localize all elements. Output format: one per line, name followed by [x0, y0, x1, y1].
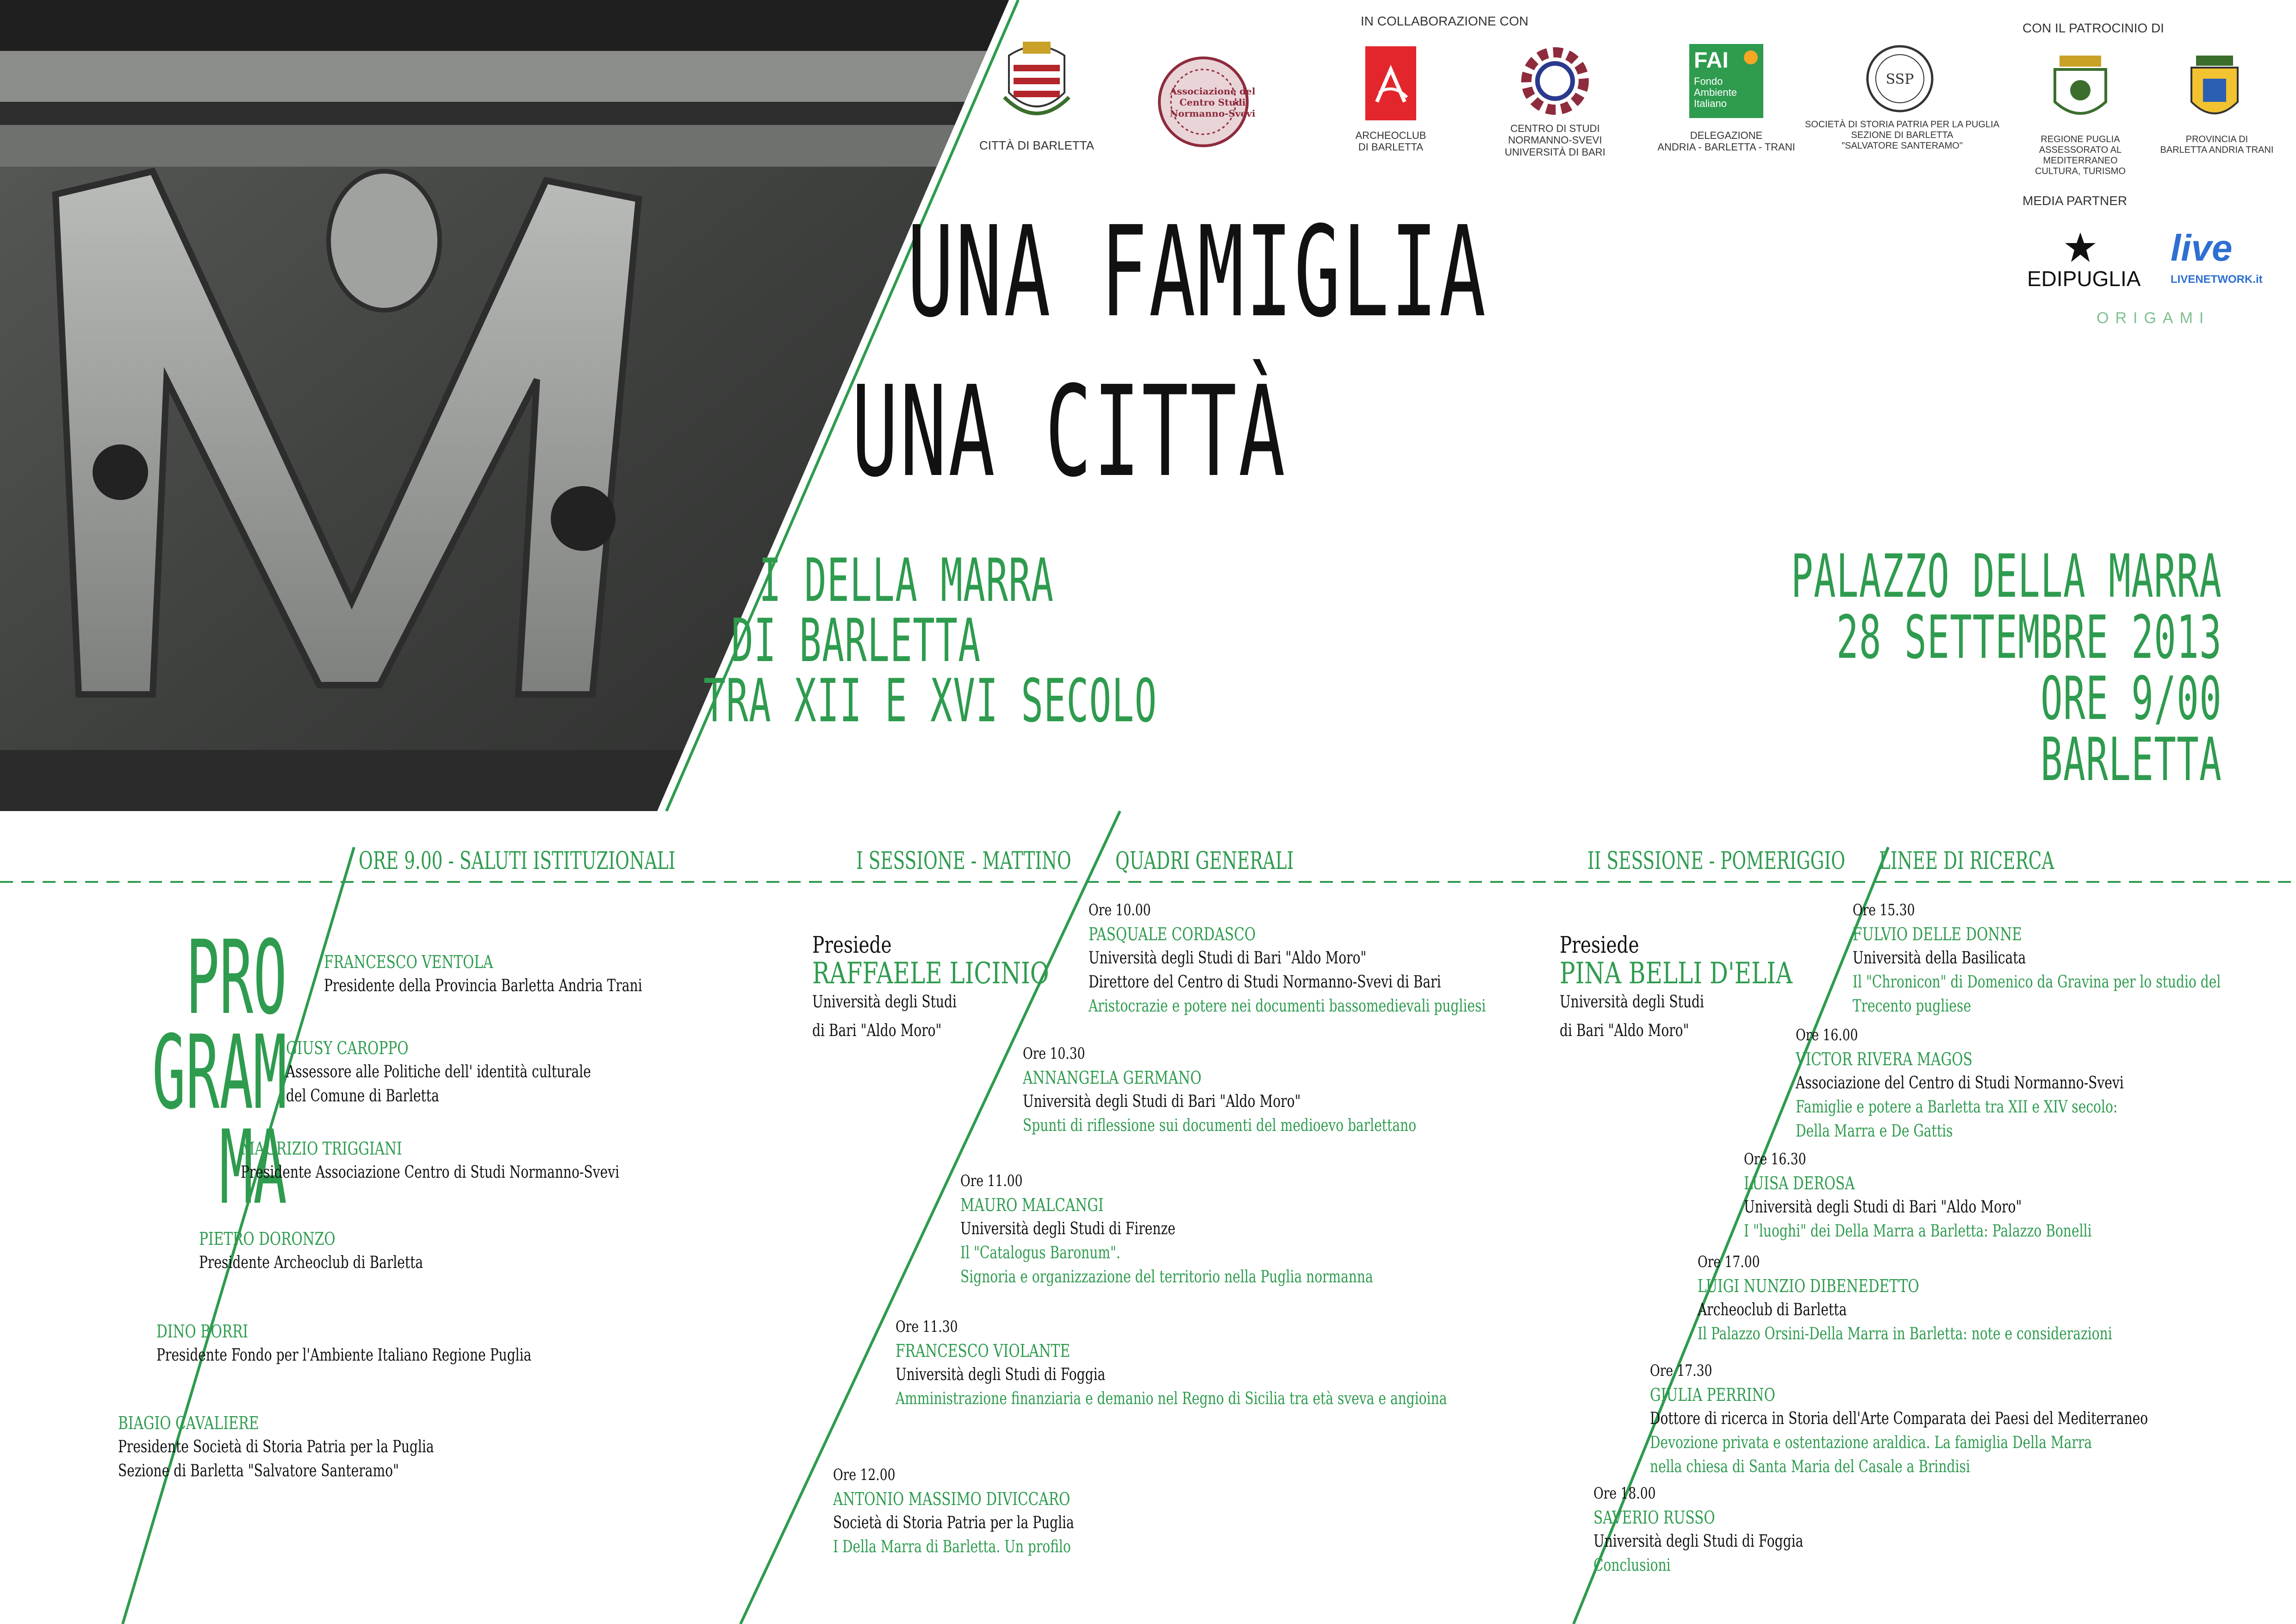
associazione-line2: Centro Studi Normanno-Svevi [1170, 97, 1256, 119]
talk-affiliation: Università degli Studi di Foggia [896, 1365, 1106, 1384]
provincia-bat-crest-icon [2184, 51, 2245, 125]
saluto-item [324, 950, 642, 998]
saluto-name: FRANCESCO VENTOLA [324, 952, 493, 972]
talk-affiliation: Società di Storia Patria per la Puglia [833, 1513, 1074, 1532]
collab-label: IN COLLABORAZIONE CON [1361, 14, 1529, 28]
talk-title: I Della Marra di Barletta. Un profilo [833, 1537, 1071, 1556]
talk-title-2: nella chiesa di Santa Maria del Casale a Brindisi [1650, 1457, 1970, 1476]
centro-studi-caption [1490, 123, 1620, 158]
centro-studi-gear-icon [1518, 44, 1592, 118]
talk-title: Amministrazione finanziaria e demanio nel Regno di Sicilia tra età sveva e angioina [896, 1389, 1447, 1408]
session1-chair [812, 931, 1049, 1045]
talk-affiliation: Università degli Studi di Foggia [1593, 1532, 1804, 1551]
barletta-crest-icon [1000, 37, 1074, 130]
talk-item [1853, 898, 2221, 1018]
saluto-role: Presidente Associazione Centro di Studi Normanno-Svevi [241, 1163, 620, 1182]
event-city: BARLETTA [2040, 725, 2222, 794]
talk-affiliation: Università degli Studi di Firenze [960, 1219, 1176, 1238]
chair-name: RAFFAELE LICINIO [812, 956, 1049, 991]
talk-time: Ore 17.00 [1698, 1253, 1760, 1271]
talk-time: Ore 10.30 [1023, 1044, 1085, 1063]
talk-title: I "luoghi" dei Della Marra a Barletta: Palazzo Bonelli [1744, 1222, 2092, 1241]
saluto-name: MAURIZIO TRIGGIANI [241, 1138, 402, 1159]
archeoclub-logo [1365, 46, 1416, 120]
talk-item [1089, 898, 1486, 1018]
centro-line3: UNIVERSITÀ DI BARI [1505, 146, 1605, 158]
regione-caption [2004, 134, 2157, 177]
talk-title: Famiglie e potere a Barletta tra XII e XIV secolo: [1796, 1098, 2118, 1117]
regione-puglia-crest-icon [2050, 51, 2110, 125]
talk-speaker: GIULIA PERRINO [1650, 1385, 1775, 1405]
talk-title: Il "Catalogus Baronum". [960, 1243, 1120, 1262]
fai-text [1689, 73, 1763, 112]
media-label: MEDIA PARTNER [2022, 194, 2128, 208]
talk-speaker: LUISA DEROSA [1744, 1173, 1855, 1193]
saluto-role-2: del Comune di Barletta [286, 1087, 439, 1106]
talk-item [1744, 1147, 2092, 1243]
livenetwork-wordmark: LIVENETWORK.it [2171, 273, 2263, 286]
talk-time: Ore 11.30 [896, 1318, 958, 1336]
regione-line1: REGIONE PUGLIA [2041, 134, 2120, 144]
archeoclub-line2: DI BARLETTA [1358, 141, 1424, 153]
talk-time: Ore 11.00 [960, 1172, 1023, 1190]
talk-title: Devozione privata e ostentazione araldica. La famiglia Della Marra [1650, 1433, 2092, 1452]
talk-title: Conclusioni [1593, 1556, 1671, 1575]
session2-chair [1560, 931, 1792, 1045]
saluto-role-2: Sezione di Barletta "Salvatore Santeramo" [118, 1462, 399, 1480]
talk-title: Il Palazzo Orsini-Della Marra in Barletta: note e considerazioni [1698, 1324, 2112, 1343]
talk-affiliation: Università degli Studi di Bari "Aldo Moro" [1023, 1092, 1301, 1111]
talk-affiliation: Archeoclub di Barletta [1698, 1300, 1847, 1319]
saluto-role: Presidente Fondo per l'Ambiente Italiano Regione Puglia [156, 1346, 532, 1365]
talk-speaker: SAVERIO RUSSO [1593, 1507, 1715, 1528]
saluto-role: Presidente della Provincia Barletta Andria Trani [324, 976, 642, 995]
talk-speaker: MAURO MALCANGI [960, 1195, 1104, 1215]
programma-line2: GRAM [152, 1013, 287, 1132]
talk-time: Ore 17.30 [1650, 1362, 1712, 1380]
talk-speaker: FULVIO DELLE DONNE [1853, 924, 2022, 944]
programma-line1: PRO [186, 918, 287, 1037]
live-mark: live [2171, 227, 2233, 269]
origami-wordmark: ORIGAMI [2097, 309, 2210, 327]
saluto-item [286, 1036, 591, 1108]
talk-affiliation: Dottore di ricerca in Storia dell'Arte Comparata dei Paesi del Mediterraneo [1650, 1409, 2148, 1428]
chair-affiliation-2: di Bari "Aldo Moro" [812, 1021, 942, 1040]
centro-line1: CENTRO DI STUDI [1510, 123, 1600, 134]
archeoclub-a-icon [1365, 46, 1416, 120]
title-line2: UNA CITTÀ [852, 359, 1287, 505]
fai-line1: Fondo [1694, 75, 1723, 87]
saluto-item [199, 1227, 423, 1275]
programma-line3: MA [219, 1108, 287, 1227]
talk-affiliation: Università degli Studi di Bari "Aldo Moro" [1744, 1198, 2022, 1217]
talk-item [1796, 1023, 2124, 1143]
talk-item [896, 1315, 1447, 1411]
saluto-name: GIUSY CAROPPO [286, 1038, 409, 1058]
talk-affiliation-2: Direttore del Centro di Studi Normanno-Svevi di Bari [1089, 973, 1441, 992]
provincia-caption [2157, 134, 2277, 156]
provincia-line1: PROVINCIA DI [2185, 134, 2248, 144]
talk-affiliation: Università della Basilicata [1853, 949, 2026, 968]
talk-title: Il "Chronicon" di Domenico da Gravina per lo studio del [1853, 973, 2221, 992]
storia-caption [1796, 119, 2009, 151]
title-line1: UNA FAMIGLIA [907, 199, 1488, 345]
subtitle-line1: I DELLA MARRA [759, 546, 1054, 615]
regione-line3: CULTURA, TURISMO [2035, 166, 2126, 176]
talk-time: Ore 10.00 [1089, 901, 1151, 919]
saluto-item [118, 1411, 434, 1483]
talk-affiliation: Associazione del Centro di Studi Normanno-Svevi [1796, 1074, 2124, 1093]
fai-deleg-line1: DELEGAZIONE [1690, 130, 1763, 141]
talk-time: Ore 18.00 [1593, 1484, 1656, 1503]
saluto-role: Presidente Società di Storia Patria per la Puglia [118, 1437, 434, 1456]
talk-item [1650, 1359, 2148, 1479]
associazione-caption [1157, 86, 1268, 119]
centro-line2: NORMANNO-SVEVI [1508, 134, 1602, 146]
session1-heading: I SESSIONE - MATTINO [856, 847, 1071, 875]
saluto-role: Assessore alle Politiche dell' identità culturale [286, 1062, 591, 1081]
event-time: ORE 9/00 [2040, 664, 2222, 733]
talk-time: Ore 15.30 [1853, 901, 1915, 919]
talk-speaker: ANNANGELA GERMANO [1023, 1068, 1202, 1088]
talk-affiliation: Università degli Studi di Bari "Aldo Moro" [1089, 949, 1367, 968]
chair-label: Presiede [812, 931, 892, 958]
talk-time: Ore 16.30 [1744, 1150, 1806, 1168]
talk-title-2: Signoria e organizzazione del territorio nella Puglia normanna [960, 1268, 1373, 1287]
chair-affiliation-2: di Bari "Aldo Moro" [1560, 1021, 1689, 1040]
talk-item [960, 1169, 1373, 1289]
venue-block [1791, 542, 2222, 794]
talk-item [1698, 1250, 2112, 1346]
talk-speaker: LUIGI NUNZIO DIBENEDETTO [1698, 1276, 1919, 1296]
saluto-item [241, 1137, 619, 1185]
archeoclub-caption [1333, 130, 1449, 153]
subtitle-line2: DI BARLETTA [731, 606, 981, 675]
session1-subheading: QUADRI GENERALI [1115, 847, 1294, 875]
talk-speaker: VICTOR RIVERA MAGOS [1796, 1049, 1972, 1069]
talk-time: Ore 16.00 [1796, 1026, 1858, 1044]
session2-heading: II SESSIONE - POMERIGGIO [1587, 847, 1845, 875]
patrocinio-label: CON IL PATROCINIO DI [2022, 21, 2164, 35]
edipuglia-wordmark: EDIPUGLIA [2027, 267, 2141, 291]
event-date: 28 SETTEMBRE 2013 [1836, 603, 2222, 672]
chair-affiliation: Università degli Studi [812, 993, 957, 1012]
talk-item [1593, 1481, 1803, 1578]
saluto-name: DINO BORRI [156, 1321, 249, 1342]
chair-affiliation: Università degli Studi [1560, 993, 1704, 1012]
fai-line2: Ambiente [1694, 87, 1737, 99]
fai-sun-icon [1744, 50, 1758, 64]
fai-line3: Italiano [1694, 98, 1727, 110]
storia-line2: SEZIONE DI BARLETTA [1851, 130, 1954, 140]
session2-subheading: LINEE DI RICERCA [1879, 847, 2054, 875]
talk-item [833, 1463, 1074, 1559]
fai-caption [1657, 130, 1796, 153]
fai-deleg-line2: ANDRIA - BARLETTA - TRANI [1657, 141, 1795, 153]
talk-speaker: FRANCESCO VIOLANTE [896, 1341, 1070, 1361]
talk-title: Aristocrazie e potere nei documenti bassomedievali pugliesi [1089, 997, 1486, 1016]
saluti-heading: ORE 9.00 - SALUTI ISTITUZIONALI [359, 847, 676, 875]
talk-speaker: ANTONIO MASSIMO DIVICCARO [833, 1489, 1070, 1509]
saluto-name: PIETRO DORONZO [199, 1229, 336, 1249]
saluto-role: Presidente Archeoclub di Barletta [199, 1253, 423, 1272]
talk-title-2: Trecento pugliese [1853, 997, 1971, 1016]
venue-name: PALAZZO DELLA MARRA [1791, 542, 2222, 611]
subtitle-line3: TRA XII E XVI SECOLO [703, 667, 1157, 736]
talk-speaker: PASQUALE CORDASCO [1089, 924, 1256, 944]
barletta-caption: CITTÀ DI BARLETTA [979, 138, 1094, 152]
saluto-name: BIAGIO CAVALIERE [118, 1413, 259, 1433]
archeoclub-line1: ARCHEOCLUB [1355, 130, 1426, 141]
storia-line3: "SALVATORE SANTERAMO" [1842, 141, 1963, 151]
chair-name: PINA BELLI D'ELIA [1560, 956, 1793, 991]
talk-time: Ore 12.00 [833, 1466, 896, 1484]
chair-label: Presiede [1560, 931, 1639, 958]
provincia-line2: BARLETTA ANDRIA TRANI [2160, 145, 2274, 155]
talk-title-2: Della Marra e De Gattis [1796, 1122, 1953, 1141]
talk-item [1023, 1042, 1416, 1138]
fai-mark: FAI [1694, 48, 1729, 73]
storia-mark: SSP [1885, 71, 1914, 87]
fai-logo [1689, 44, 1763, 118]
storia-line1: SOCIETÀ DI STORIA PATRIA PER LA PUGLIA [1804, 119, 2000, 130]
saluto-item [156, 1319, 531, 1368]
storia-patria-seal-icon [1865, 44, 1935, 113]
edipuglia-star-icon [2064, 231, 2097, 264]
regione-line2: ASSESSORATO AL MEDITERRANEO [2039, 145, 2122, 166]
associazione-line1: Associazione del [1170, 86, 1256, 97]
talk-title: Spunti di riflessione sui documenti del medioevo barlettano [1023, 1116, 1417, 1135]
